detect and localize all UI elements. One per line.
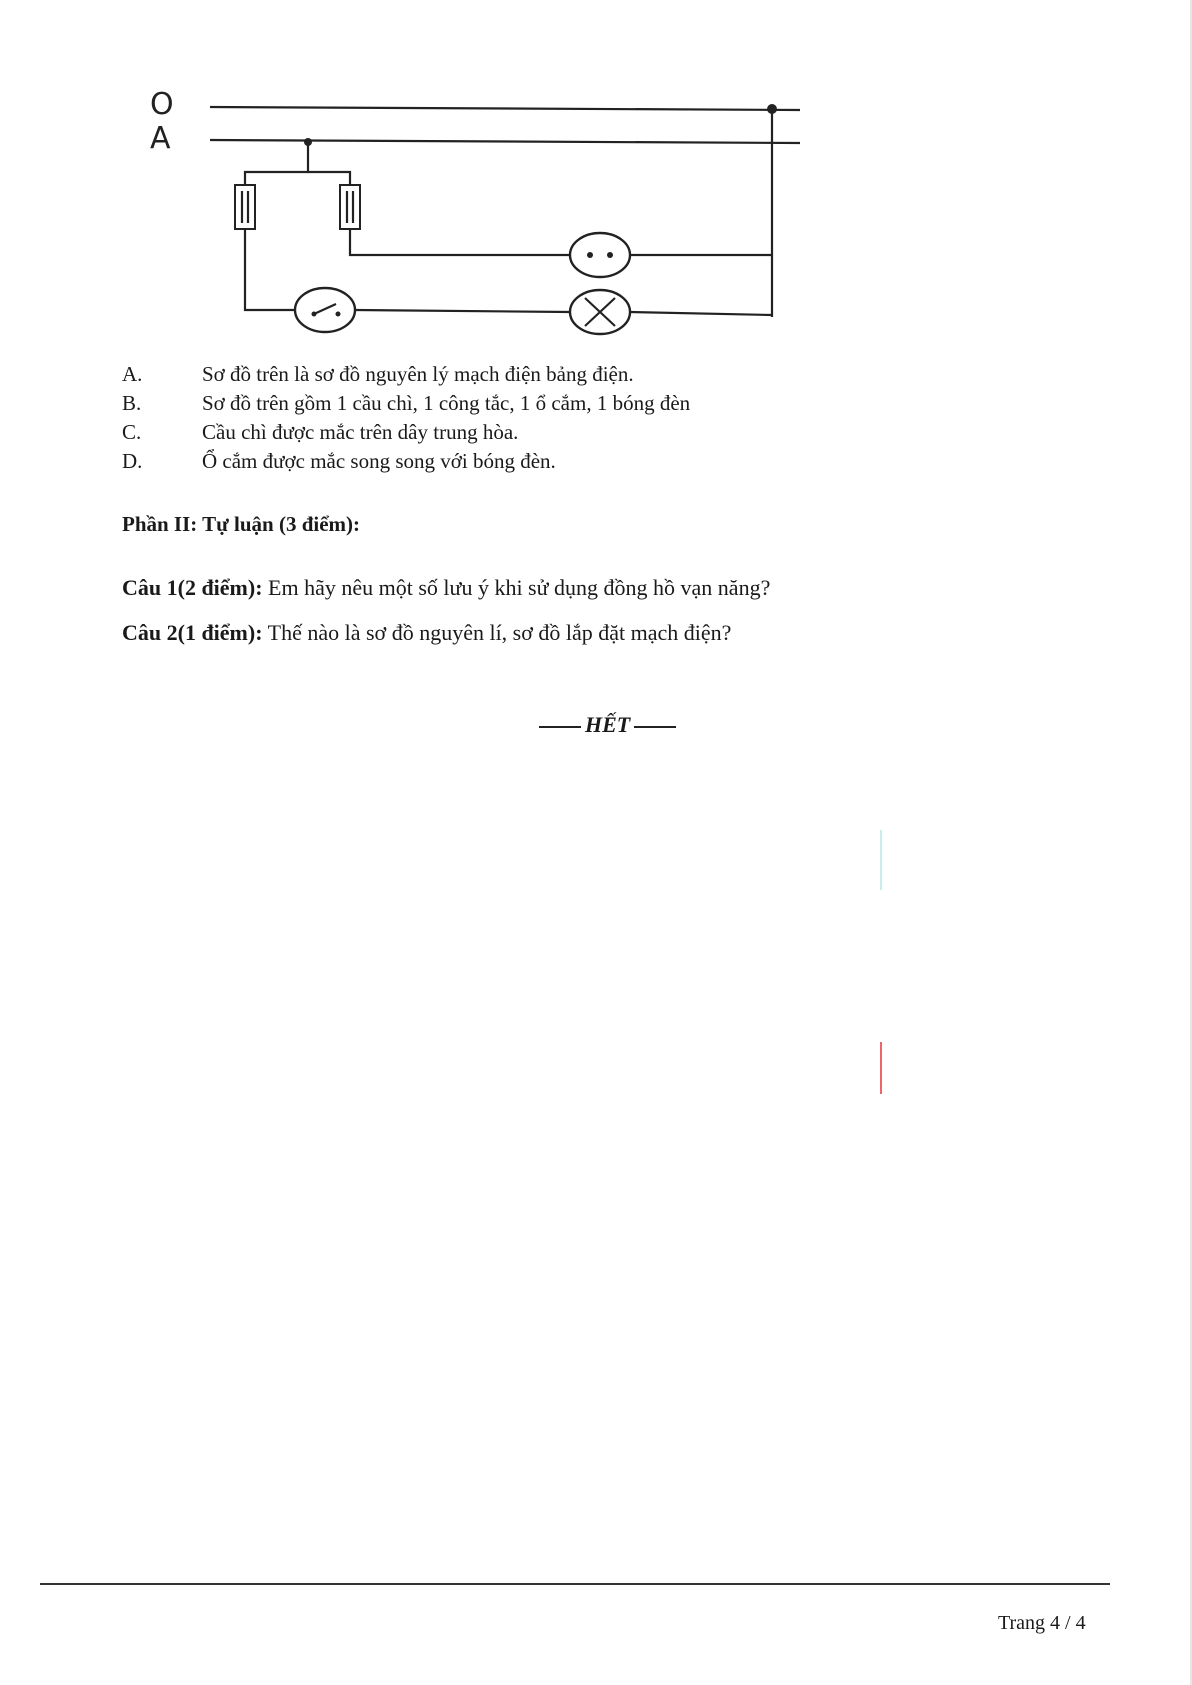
lamp-branch-wire	[245, 229, 295, 310]
page-number: Trang 4 / 4	[998, 1612, 1086, 1634]
circuit-diagram	[150, 85, 810, 350]
scan-artifact	[880, 1042, 882, 1094]
option-letter: C.	[122, 420, 142, 444]
question-1	[122, 575, 770, 601]
end-text: HẾT	[585, 712, 631, 737]
divider	[539, 726, 581, 728]
scan-artifact	[880, 830, 882, 890]
divider	[634, 726, 676, 728]
socket-icon	[570, 233, 630, 277]
option-text: Ổ cắm được mắc song song với bóng đèn.	[202, 449, 556, 473]
option-letter: D.	[122, 449, 143, 473]
wire-label-o: O	[150, 87, 174, 122]
option-text: Cầu chì được mắc trên dây trung hòa.	[202, 420, 519, 444]
answer-options	[122, 360, 1002, 476]
branch-wire	[308, 172, 350, 185]
fuse-icon	[235, 185, 255, 229]
neutral-wire	[210, 107, 800, 110]
option-b	[122, 389, 1002, 418]
socket-branch-wire	[350, 229, 570, 255]
option-text: Sơ đồ trên gồm 1 cầu chì, 1 công tắc, 1 ổ cắm, 1 bóng đèn	[202, 391, 691, 415]
option-d	[122, 447, 1002, 476]
fuse-icon	[340, 185, 360, 229]
footer-divider	[40, 1583, 1110, 1585]
wire-label-a: A	[150, 121, 171, 156]
option-a	[122, 360, 1002, 389]
option-letter: A.	[122, 362, 143, 386]
option-letter: B.	[122, 391, 142, 415]
branch-wire	[245, 142, 308, 185]
question-2	[122, 620, 731, 646]
question-text: Thế nào là sơ đồ nguyên lí, sơ đồ lắp đặt mạch điện?	[262, 620, 732, 645]
question-label: Câu 2(1 điểm):	[122, 620, 263, 645]
end-mark	[535, 712, 680, 738]
option-c	[122, 418, 1002, 447]
question-label: Câu 1(2 điểm):	[122, 575, 263, 600]
question-text: Em hãy nêu một số lưu ý khi sử dụng đồng hồ vạn năng?	[262, 575, 771, 600]
section-title: Phần II: Tự luận (3 điểm):	[122, 512, 361, 536]
phase-wire	[210, 140, 800, 143]
option-text: Sơ đồ trên là sơ đồ nguyên lý mạch điện bảng điện.	[202, 362, 634, 386]
